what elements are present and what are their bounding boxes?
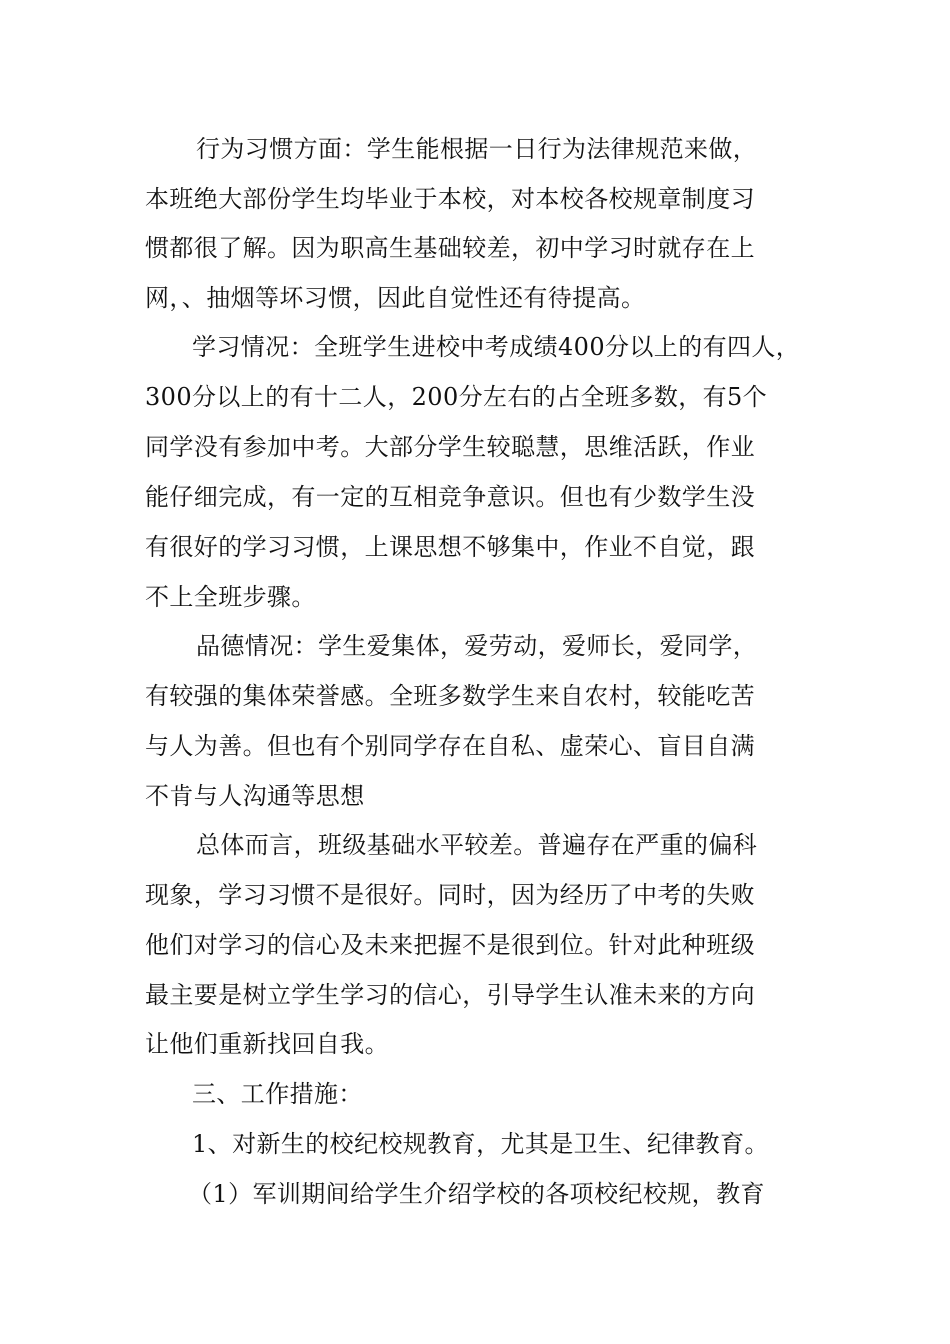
- paragraph-study-line-1: 学习情况：全班学生进校中考成绩400分以上的有四人，: [192, 333, 801, 361]
- paragraph-morality-line-3: 与人为善。但也有个别同学存在自私、虚荣心、盲目自满: [145, 732, 755, 760]
- paragraph-behavior-line-2: 本班绝大部份学生均毕业于本校，对本校各校规章制度习: [145, 185, 755, 213]
- paragraph-behavior-line-1: 行为习惯方面：学生能根据一日行为法律规范来做，: [196, 135, 758, 163]
- paragraph-study-line-6: 不上全班步骤。: [145, 583, 316, 611]
- paragraph-study-line-2: 300分以上的有十二人，200分左右的占全班多数，有5个: [145, 383, 768, 411]
- paragraph-summary-line-5: 让他们重新找回自我。: [145, 1030, 389, 1058]
- paragraph-behavior-line-3: 惯都很了解。因为职高生基础较差，初中学习时就存在上: [145, 234, 755, 262]
- paragraph-study-line-5: 有很好的学习习惯，上课思想不够集中，作业不自觉，跟: [145, 533, 755, 561]
- section-heading-measures: 三、工作措施：: [192, 1080, 363, 1108]
- paragraph-study-line-3: 同学没有参加中考。大部分学生较聪慧，思维活跃，作业: [145, 433, 755, 461]
- paragraph-summary-line-1: 总体而言，班级基础水平较差。普遍存在严重的偏科: [196, 831, 758, 859]
- measure-item-1: 1、对新生的校纪校规教育，尤其是卫生、纪律教育。: [192, 1130, 769, 1158]
- paragraph-morality-line-4: 不肯与人沟通等思想: [145, 782, 365, 810]
- paragraph-summary-line-2: 现象，学习习惯不是很好。同时，因为经历了中考的失败: [145, 881, 755, 909]
- paragraph-morality-line-1: 品德情况：学生爱集体，爱劳动，爱师长，爱同学，: [196, 632, 758, 660]
- paragraph-study-line-4: 能仔细完成，有一定的互相竞争意识。但也有少数学生没: [145, 483, 755, 511]
- measure-subitem-1: （1）军训期间给学生介绍学校的各项校纪校规，教育: [188, 1180, 765, 1208]
- paragraph-summary-line-4: 最主要是树立学生学习的信心，引导学生认准未来的方向: [145, 981, 755, 1009]
- paragraph-summary-line-3: 他们对学习的信心及未来把握不是很到位。针对此种班级: [145, 931, 755, 959]
- paragraph-morality-line-2: 有较强的集体荣誉感。全班多数学生来自农村，较能吃苦: [145, 682, 755, 710]
- paragraph-behavior-line-4: 网，、抽烟等坏习惯，因此自觉性还有待提高。: [145, 284, 646, 312]
